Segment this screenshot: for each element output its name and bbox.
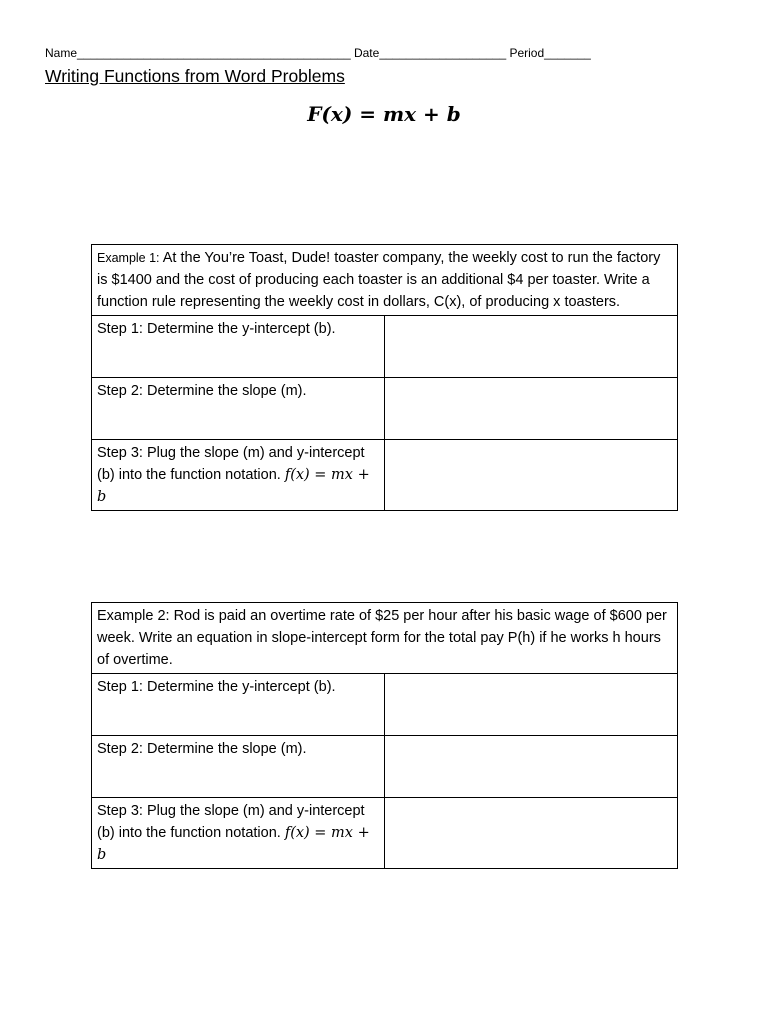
example-2-step-3-answer-box[interactable] — [385, 798, 678, 869]
example-2-step-2-answer-box[interactable] — [385, 736, 678, 798]
step-2-label: Step 2: Determine the slope (m). — [97, 741, 307, 757]
example-2-label: Example 2: — [97, 608, 170, 624]
step-3-formula: f(x) = mx + b — [97, 467, 370, 505]
example-1-prompt — [92, 245, 678, 316]
example-2-step-1 — [92, 674, 385, 736]
example-1-step-3-answer-box[interactable] — [385, 440, 678, 511]
formula-rhs: mx + b — [382, 102, 461, 126]
example-1-step-2-answer-box[interactable] — [385, 378, 678, 440]
step-2-label: Step 2: Determine the slope (m). — [97, 383, 307, 399]
example-1-step-2 — [92, 378, 385, 440]
example-2-step-3 — [92, 798, 385, 869]
step-1-label: Step 1: Determine the y-intercept (b). — [97, 321, 336, 337]
step-3-label: Step 3: Plug the slope (m) and y-intercept (b) into the function notation. — [97, 803, 365, 841]
example-1-step-3 — [92, 440, 385, 511]
example-2-prompt — [92, 603, 678, 674]
example-2-step-1-answer-box[interactable] — [385, 674, 678, 736]
example-2-text: Rod is paid an overtime rate of $25 per hour after his basic wage of $600 per week. Write an equation in slope-intercept form for the total pay P(h) if he works h hours of overtime. — [97, 608, 667, 668]
example-2-table — [91, 602, 678, 869]
example-1-label: Example 1: — [97, 251, 160, 265]
page-title: Writing Functions from Word Problems — [45, 66, 345, 86]
example-1-text: At the You’re Toast, Dude! toaster company, the weekly cost to run the factory is $1400 and the cost of producing each toaster is an additional $4 per toaster. Write a function rule representing the weekly cost in dollars, C(x), of producing x toasters. — [97, 250, 661, 310]
formula-equals: = — [352, 102, 383, 126]
step-3-formula: f(x) = mx + b — [97, 825, 370, 863]
slope-intercept-formula — [0, 102, 768, 126]
example-2-step-2 — [92, 736, 385, 798]
example-1-table — [91, 244, 678, 511]
name-date-period-line: Name_________________________________________ Date___________________ Period_______ — [45, 46, 591, 60]
step-3-label: Step 3: Plug the slope (m) and y-intercept (b) into the function notation. — [97, 445, 365, 483]
formula-lhs: F(x) — [307, 102, 353, 126]
step-1-label: Step 1: Determine the y-intercept (b). — [97, 679, 336, 695]
example-1-step-1-answer-box[interactable] — [385, 316, 678, 378]
example-1-step-1 — [92, 316, 385, 378]
